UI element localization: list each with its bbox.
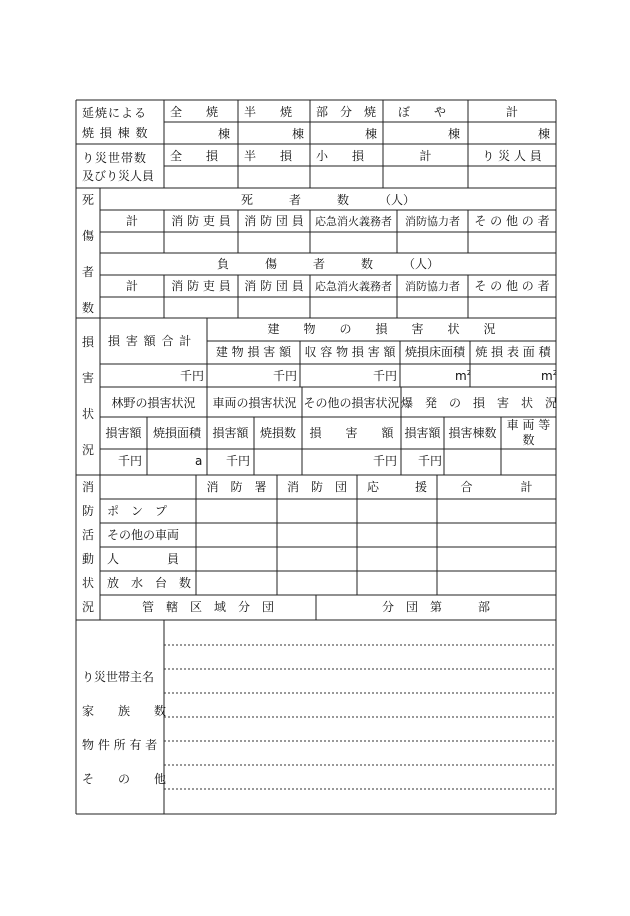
contents-damage-amount-header: 収 容 物 損 害 額 xyxy=(304,345,396,359)
unit-mune-4: 棟 xyxy=(448,127,461,141)
row-water-units: 放 水 台 数 xyxy=(107,576,192,590)
household-head-name-label: り災世帯主名 xyxy=(82,670,155,684)
activity-total-header: 合 計 xyxy=(460,480,533,494)
burned-floor-area-header: 焼損床面積 xyxy=(404,345,465,359)
forest-burned-area-header: 焼損面積 xyxy=(152,426,201,440)
vehicle-burned-count-header: 焼損数 xyxy=(259,426,296,440)
explosion-damage-header: 爆 発 の 損 害 状 況 xyxy=(401,396,558,410)
unit-forest-are: a xyxy=(195,454,203,468)
dead-col-emergency-duty: 応急消火義務者 xyxy=(315,215,392,228)
activity-side-char-1: 消 xyxy=(82,480,95,494)
burned-label-line2: 焼 損 棟 数 xyxy=(82,126,149,140)
property-owner-label: 物 件 所 有 者 xyxy=(82,738,158,752)
damage-side-char-3: 状 xyxy=(82,407,95,421)
activity-side-char-5: 状 xyxy=(82,576,95,590)
injured-col-volunteer-corps: 消 防 団 員 xyxy=(244,279,304,293)
burned-surface-area-header: 焼 損 表 面 積 xyxy=(475,345,551,359)
injured-count-title: 負 傷 者 数 （人） xyxy=(216,257,439,271)
dead-col-fire-officers: 消 防 吏 員 xyxy=(171,214,231,228)
forest-damage-amount-header: 損害額 xyxy=(105,426,142,440)
dead-col-volunteer-corps: 消 防 団 員 xyxy=(244,214,304,228)
unit-building-thousand-yen: 千円 xyxy=(273,369,298,383)
header-hanson: 半 損 xyxy=(244,149,293,163)
support-header: 応 援 xyxy=(366,480,427,494)
explosion-building-count-header: 損害棟数 xyxy=(448,426,497,440)
explosion-damage-amount-header: 損害額 xyxy=(404,426,441,440)
header-risai-jinin: り 災 人 員 xyxy=(482,149,542,163)
forest-damage-header: 林野の損害状況 xyxy=(111,396,196,410)
activity-side-char-4: 動 xyxy=(82,552,95,566)
casualties-side-char-4: 数 xyxy=(82,301,95,315)
damage-side-char-4: 況 xyxy=(82,443,95,457)
injured-col-emergency-duty: 応急消火義務者 xyxy=(315,280,392,293)
unit-mune-2: 棟 xyxy=(292,127,305,141)
explosion-vehicle-count-header-l2: 数 xyxy=(522,433,535,447)
header-bubunsho: 部 分 焼 xyxy=(316,105,377,119)
burned-label-line1: 延焼による xyxy=(82,106,148,120)
unit-forest-thousand-yen: 千円 xyxy=(118,454,143,468)
fire-corps-header: 消 防 団 xyxy=(286,480,347,494)
casualties-side-char-3: 者 xyxy=(82,265,95,279)
households-label-line2: 及びり災人員 xyxy=(82,169,155,183)
unit-other-thousand-yen: 千円 xyxy=(373,454,398,468)
header-zensho: 全 焼 xyxy=(170,105,219,119)
vehicle-damage-header: 車両の損害状況 xyxy=(212,396,297,410)
bundan-label: 分 団 第 部 xyxy=(381,600,490,614)
other-damage-amount-header: 損 害 額 xyxy=(309,426,394,440)
dead-count-title: 死 者 数 （人） xyxy=(240,193,415,207)
casualties-side-char-2: 傷 xyxy=(82,229,95,243)
injured-col-fire-officers: 消 防 吏 員 xyxy=(171,279,231,293)
unit-total-thousand-yen: 千円 xyxy=(180,369,205,383)
family-count-label: 家 族 数 xyxy=(82,704,167,718)
row-personnel: 人 員 xyxy=(107,552,180,566)
dead-col-cooperators: 消防協力者 xyxy=(405,215,460,228)
damage-side-char-2: 害 xyxy=(82,371,95,385)
unit-mune-3: 棟 xyxy=(365,127,378,141)
unit-floor-sqm: $m^2$ xyxy=(455,369,472,383)
fire-station-header: 消 防 署 xyxy=(206,480,267,494)
activity-side-char-3: 活 xyxy=(82,528,95,542)
unit-explosion-thousand-yen: 千円 xyxy=(418,454,443,468)
building-damage-amount-header: 建 物 損 害 額 xyxy=(215,345,292,359)
header-kei: 計 xyxy=(505,105,518,119)
building-damage-title: 建 物 の 損 害 状 況 xyxy=(267,322,496,336)
activity-side-char-2: 防 xyxy=(82,504,95,518)
damage-total-label: 損 害 額 合 計 xyxy=(108,334,193,348)
header-shoson: 小 損 xyxy=(316,149,365,163)
explosion-vehicle-count-header-l1: 車 両 等 xyxy=(506,418,551,432)
dead-col-others: そ の 他 の 者 xyxy=(474,214,550,228)
vehicle-damage-amount-header: 損害額 xyxy=(212,426,249,440)
unit-mune-1: 棟 xyxy=(218,127,231,141)
unit-vehicle-thousand-yen: 千円 xyxy=(226,454,251,468)
header-kei-households: 計 xyxy=(419,149,432,163)
damage-side-char-1: 損 xyxy=(82,335,95,349)
jurisdiction-district-label: 管 轄 区 域 分 団 xyxy=(141,600,274,614)
casualties-side-char-1: 死 xyxy=(82,193,95,207)
dead-col-total: 計 xyxy=(125,214,138,228)
header-boya: ぼ や xyxy=(398,105,447,119)
header-zenson: 全 損 xyxy=(170,149,219,163)
households-label-line1: り災世帯数 xyxy=(82,151,148,165)
row-pump: ポ ン プ xyxy=(107,504,168,518)
injured-col-others: そ の 他 の 者 xyxy=(474,279,550,293)
unit-contents-thousand-yen: 千円 xyxy=(373,369,398,383)
unit-surface-sqm: $m^2$ xyxy=(541,369,558,383)
header-hansho: 半 焼 xyxy=(244,105,293,119)
injured-col-total: 計 xyxy=(125,279,138,293)
other-damage-header: その他の損害状況 xyxy=(303,396,400,410)
row-other-vehicles: その他の車両 xyxy=(107,528,180,542)
activity-side-char-6: 況 xyxy=(82,600,95,614)
unit-mune-5: 棟 xyxy=(538,127,551,141)
injured-col-cooperators: 消防協力者 xyxy=(405,280,460,293)
other-label: そ の 他 xyxy=(82,772,167,786)
